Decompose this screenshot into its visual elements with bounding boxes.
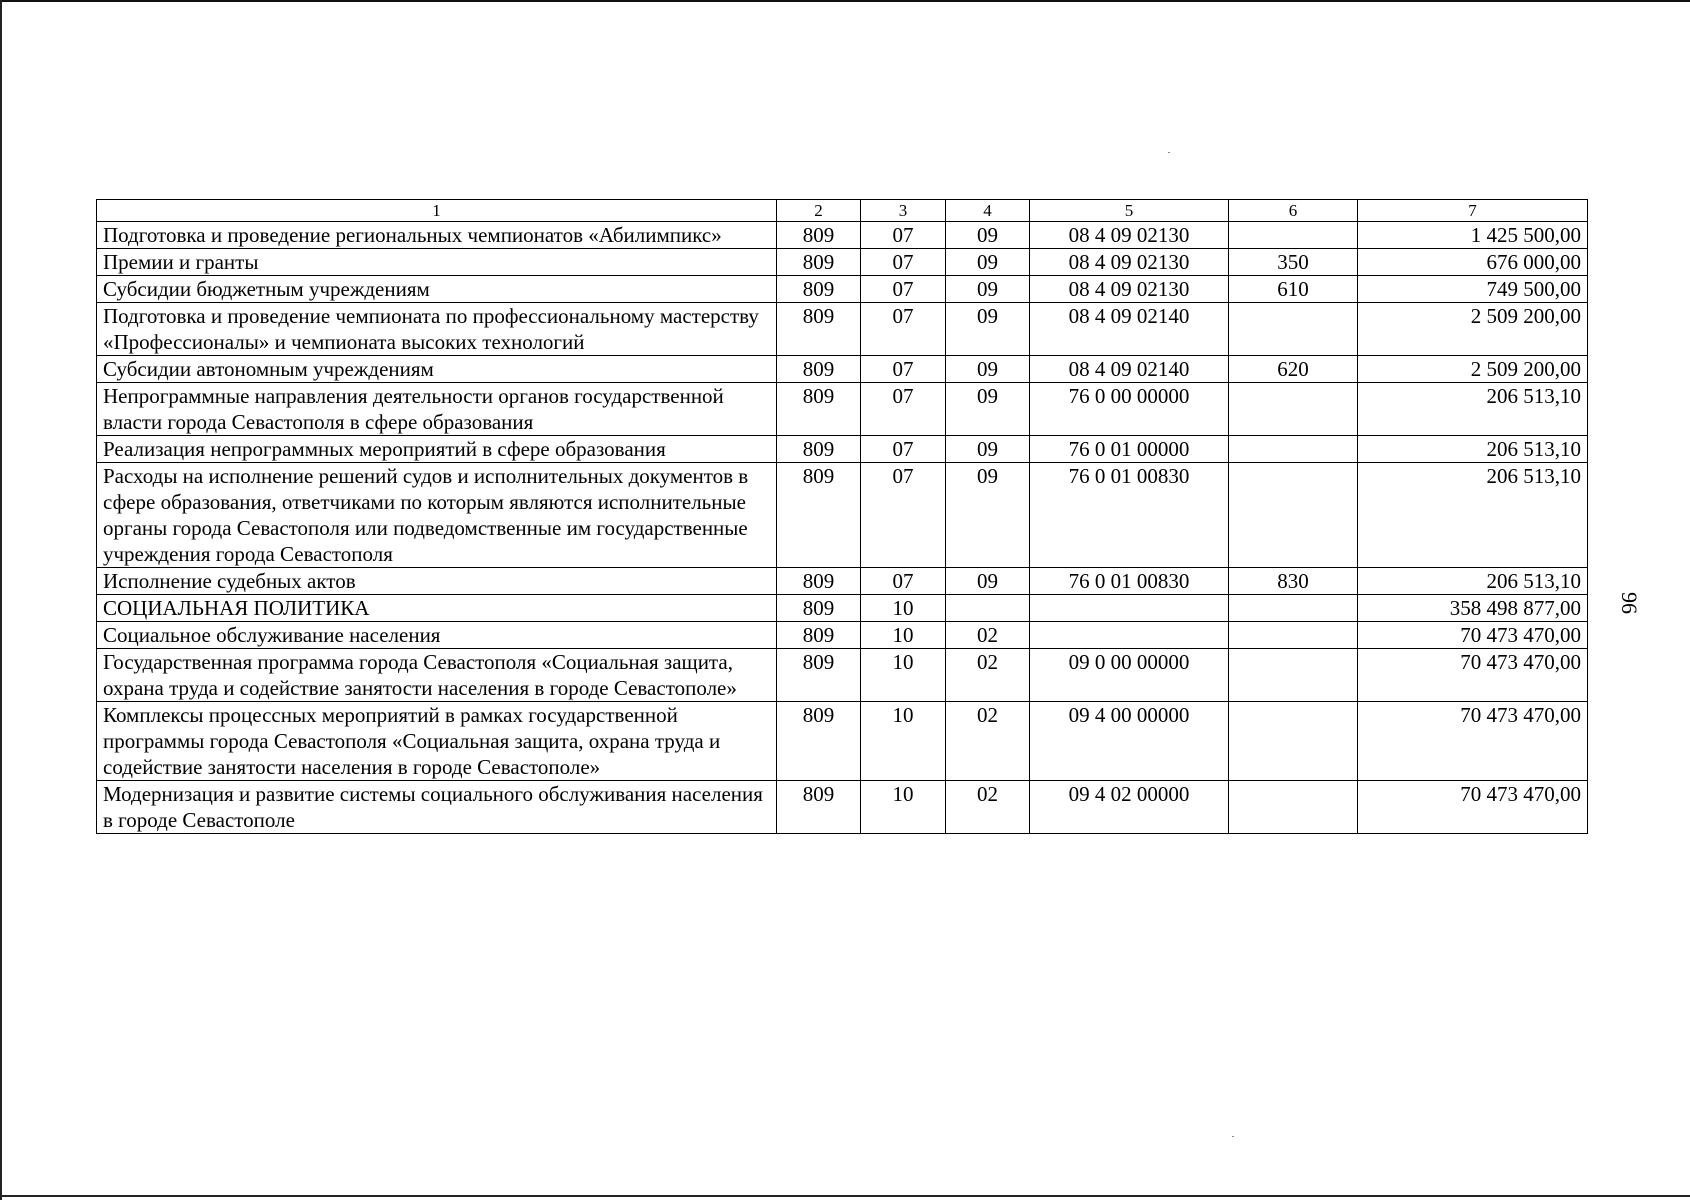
ministry-code-cell: 809 — [777, 622, 861, 649]
subsection-code-cell: 09 — [946, 222, 1030, 249]
table-row — [97, 436, 1588, 463]
scan-edge-left — [0, 0, 2, 1200]
expense-type-cell — [1229, 622, 1358, 649]
budget-table — [96, 199, 1588, 834]
subsection-code-cell: 09 — [946, 436, 1030, 463]
subsection-code-cell: 02 — [946, 781, 1030, 834]
expense-type-cell — [1229, 436, 1358, 463]
section-code-cell: 07 — [861, 436, 946, 463]
table-row — [97, 622, 1588, 649]
subsection-code-cell: 02 — [946, 622, 1030, 649]
amount-cell: 70 473 470,00 — [1358, 622, 1588, 649]
scan-edge-bottom — [0, 1195, 1690, 1197]
column-header: 2 — [777, 200, 861, 222]
expense-type-cell — [1229, 781, 1358, 834]
amount-cell: 206 513,10 — [1358, 568, 1588, 595]
expense-type-cell — [1229, 303, 1358, 356]
expense-name-cell: Модернизация и развитие системы социального обслуживания населения в городе Севастополе — [97, 781, 777, 834]
amount-cell: 358 498 877,00 — [1358, 595, 1588, 622]
table-row — [97, 702, 1588, 781]
section-code-cell: 07 — [861, 222, 946, 249]
subsection-code-cell: 02 — [946, 649, 1030, 702]
expense-name-cell: Исполнение судебных актов — [97, 568, 777, 595]
expense-name-cell: Субсидии бюджетным учреждениям — [97, 276, 777, 303]
ministry-code-cell: 809 — [777, 356, 861, 383]
subsection-code-cell: 09 — [946, 568, 1030, 595]
target-article-cell: 09 0 00 00000 — [1030, 649, 1229, 702]
expense-type-cell: 610 — [1229, 276, 1358, 303]
ministry-code-cell: 809 — [777, 463, 861, 568]
column-header: 5 — [1030, 200, 1229, 222]
amount-cell: 206 513,10 — [1358, 383, 1588, 436]
column-header: 1 — [97, 200, 777, 222]
table-row — [97, 276, 1588, 303]
ministry-code-cell: 809 — [777, 383, 861, 436]
target-article-cell: 08 4 09 02140 — [1030, 303, 1229, 356]
subsection-code-cell — [946, 595, 1030, 622]
subsection-code-cell: 09 — [946, 249, 1030, 276]
scan-speck — [1168, 152, 1170, 153]
amount-cell: 1 425 500,00 — [1358, 222, 1588, 249]
expense-type-cell: 830 — [1229, 568, 1358, 595]
page-number: 96 — [1617, 592, 1642, 614]
amount-cell: 676 000,00 — [1358, 249, 1588, 276]
amount-cell: 206 513,10 — [1358, 463, 1588, 568]
target-article-cell: 76 0 01 00830 — [1030, 568, 1229, 595]
section-code-cell: 07 — [861, 568, 946, 595]
target-article-cell: 08 4 09 02130 — [1030, 276, 1229, 303]
table-row — [97, 595, 1588, 622]
ministry-code-cell: 809 — [777, 781, 861, 834]
expense-name-cell: Субсидии автономным учреждениям — [97, 356, 777, 383]
section-code-cell: 10 — [861, 622, 946, 649]
section-code-cell: 07 — [861, 303, 946, 356]
target-article-cell: 76 0 01 00000 — [1030, 436, 1229, 463]
expense-type-cell: 350 — [1229, 249, 1358, 276]
ministry-code-cell: 809 — [777, 276, 861, 303]
column-header: 6 — [1229, 200, 1358, 222]
expense-name-cell: Социальное обслуживание населения — [97, 622, 777, 649]
table-row — [97, 249, 1588, 276]
target-article-cell: 76 0 01 00830 — [1030, 463, 1229, 568]
table-row — [97, 222, 1588, 249]
amount-cell: 2 509 200,00 — [1358, 356, 1588, 383]
amount-cell: 2 509 200,00 — [1358, 303, 1588, 356]
ministry-code-cell: 809 — [777, 222, 861, 249]
section-code-cell: 07 — [861, 463, 946, 568]
table-row — [97, 463, 1588, 568]
target-article-cell: 08 4 09 02130 — [1030, 249, 1229, 276]
amount-cell: 206 513,10 — [1358, 436, 1588, 463]
expense-name-cell: Расходы на исполнение решений судов и исполнительных документов в сфере образования, ответчиками по которым являются исполнительные органы города Севастополя или подведомственные им государственные учреждения города Севастополя — [97, 463, 777, 568]
target-article-cell — [1030, 595, 1229, 622]
column-header: 7 — [1358, 200, 1588, 222]
expense-name-cell: Государственная программа города Севастополя «Социальная защита, охрана труда и содействие занятости населения в городе Севастополе» — [97, 649, 777, 702]
ministry-code-cell: 809 — [777, 595, 861, 622]
section-code-cell: 07 — [861, 356, 946, 383]
scan-speck — [1232, 1136, 1234, 1137]
section-code-cell: 10 — [861, 649, 946, 702]
subsection-code-cell: 09 — [946, 383, 1030, 436]
section-code-cell: 07 — [861, 276, 946, 303]
amount-cell: 70 473 470,00 — [1358, 649, 1588, 702]
amount-cell: 749 500,00 — [1358, 276, 1588, 303]
scan-edge-top — [0, 0, 1690, 2]
table-header-row — [97, 200, 1588, 222]
expense-type-cell — [1229, 649, 1358, 702]
column-header: 4 — [946, 200, 1030, 222]
ministry-code-cell: 809 — [777, 649, 861, 702]
expense-type-cell — [1229, 383, 1358, 436]
amount-cell: 70 473 470,00 — [1358, 781, 1588, 834]
expense-name-cell: Реализация непрограммных мероприятий в сфере образования — [97, 436, 777, 463]
subsection-code-cell: 09 — [946, 463, 1030, 568]
section-code-cell: 10 — [861, 702, 946, 781]
expense-name-cell: Подготовка и проведение чемпионата по профессиональному мастерству «Профессионалы» и чемпионата высоких технологий — [97, 303, 777, 356]
subsection-code-cell: 09 — [946, 356, 1030, 383]
amount-cell: 70 473 470,00 — [1358, 702, 1588, 781]
expense-type-cell — [1229, 595, 1358, 622]
subsection-code-cell: 02 — [946, 702, 1030, 781]
target-article-cell — [1030, 622, 1229, 649]
ministry-code-cell: 809 — [777, 436, 861, 463]
expense-name-cell: Подготовка и проведение региональных чемпионатов «Абилимпикс» — [97, 222, 777, 249]
expense-type-cell — [1229, 702, 1358, 781]
table-row — [97, 649, 1588, 702]
expense-type-cell — [1229, 222, 1358, 249]
target-article-cell: 08 4 09 02130 — [1030, 222, 1229, 249]
section-code-cell: 07 — [861, 249, 946, 276]
ministry-code-cell: 809 — [777, 249, 861, 276]
table-row — [97, 303, 1588, 356]
target-article-cell: 09 4 00 00000 — [1030, 702, 1229, 781]
table-row — [97, 568, 1588, 595]
target-article-cell: 76 0 00 00000 — [1030, 383, 1229, 436]
target-article-cell: 08 4 09 02140 — [1030, 356, 1229, 383]
subsection-code-cell: 09 — [946, 276, 1030, 303]
ministry-code-cell: 809 — [777, 303, 861, 356]
expense-type-cell: 620 — [1229, 356, 1358, 383]
ministry-code-cell: 809 — [777, 568, 861, 595]
expense-name-cell: Комплексы процессных мероприятий в рамках государственной программы города Севастополя «Социальная защита, охрана труда и содействие занятости населения в городе Севастополе» — [97, 702, 777, 781]
expense-type-cell — [1229, 463, 1358, 568]
table-row — [97, 356, 1588, 383]
table-row — [97, 781, 1588, 834]
ministry-code-cell: 809 — [777, 702, 861, 781]
section-code-cell: 07 — [861, 383, 946, 436]
section-code-cell: 10 — [861, 595, 946, 622]
target-article-cell: 09 4 02 00000 — [1030, 781, 1229, 834]
column-header: 3 — [861, 200, 946, 222]
expense-name-cell: Непрограммные направления деятельности органов государственной власти города Севастополя в сфере образования — [97, 383, 777, 436]
table-row — [97, 383, 1588, 436]
subsection-code-cell: 09 — [946, 303, 1030, 356]
expense-name-cell: Премии и гранты — [97, 249, 777, 276]
expense-name-cell: СОЦИАЛЬНАЯ ПОЛИТИКА — [97, 595, 777, 622]
section-code-cell: 10 — [861, 781, 946, 834]
